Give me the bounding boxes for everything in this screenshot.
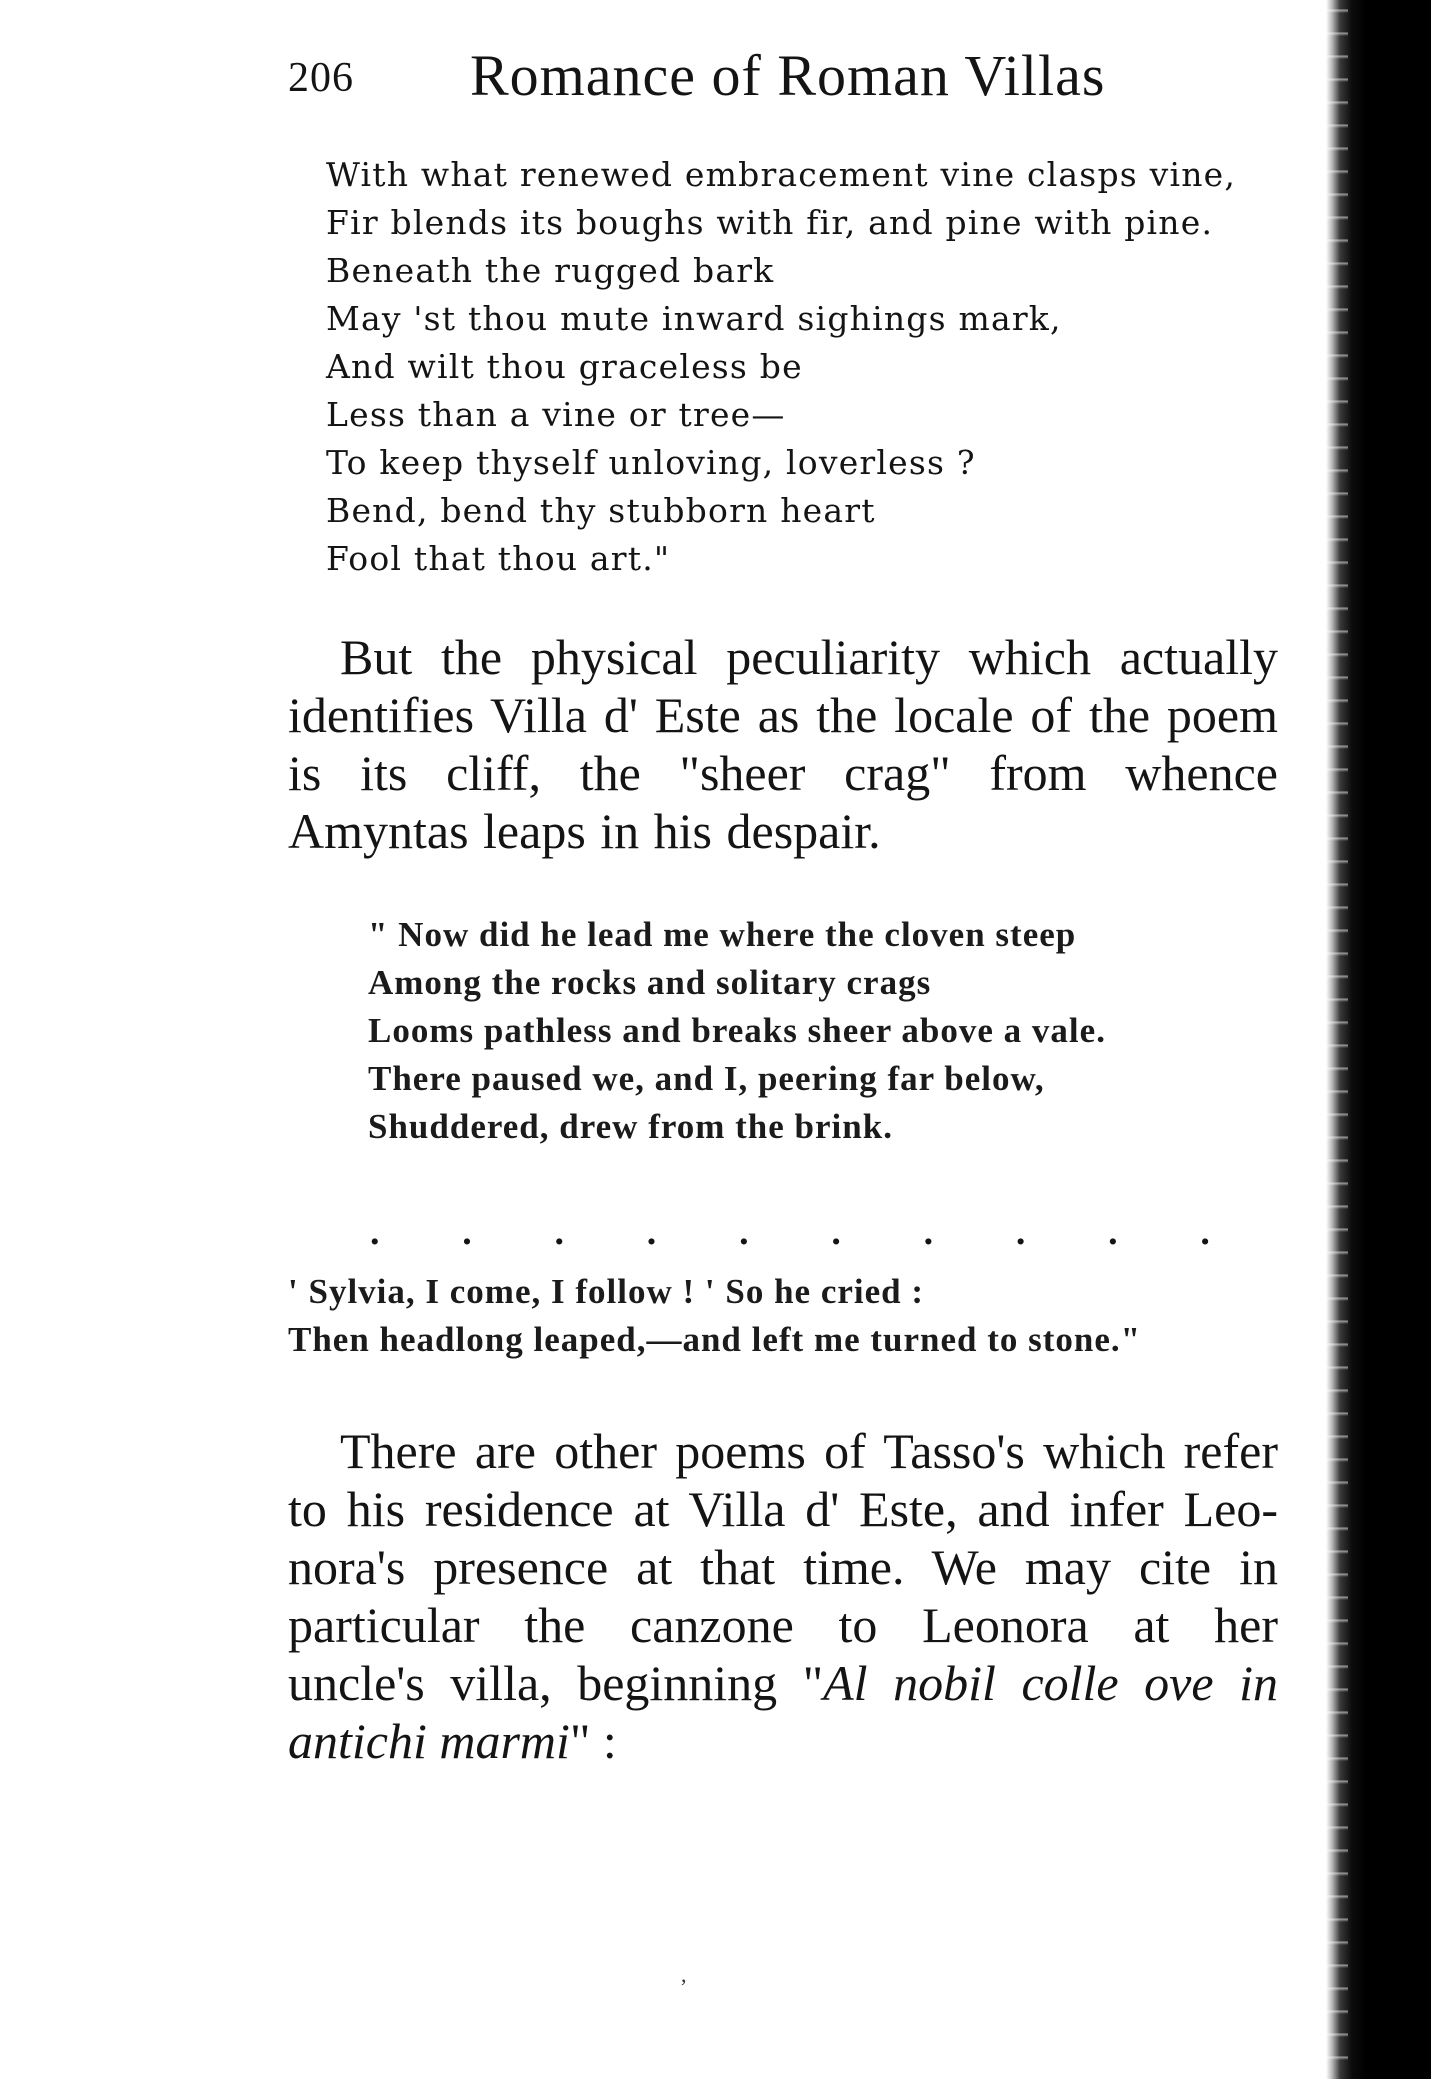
page-header: [288, 42, 1288, 122]
paragraph-cliff: [288, 628, 1278, 860]
italic-title: antichi marmi: [288, 1713, 570, 1769]
ellipsis-dot: .: [646, 1211, 657, 1253]
verse-line: May 'st thou mute inward sighings mark,: [326, 299, 1062, 338]
verse-line: To keep thyself unloving, loverless ?: [326, 443, 976, 482]
page-number: 206: [288, 55, 354, 101]
verse-line: Fool that thou art.": [326, 539, 671, 578]
paragraph-other-poems: [288, 1422, 1278, 1770]
ellipsis-dot: .: [554, 1211, 565, 1253]
verse-line: ' Sylvia, I come, I follow ! ' So he cried :: [288, 1272, 925, 1311]
paragraph-line: particular the canzone to Leonora at her: [288, 1597, 1278, 1653]
paragraph-line: Amyntas leaps in his despair.: [288, 803, 881, 859]
poem-excerpt-3: [288, 1268, 1141, 1364]
poem-excerpt-1: [326, 151, 1236, 583]
ellipsis-dot: .: [923, 1211, 934, 1253]
verse-line: Bend, bend thy stubborn heart: [326, 491, 876, 530]
ellipsis-dot: .: [1108, 1211, 1118, 1253]
verse-line: With what renewed embracement vine clasps vine,: [326, 155, 1237, 194]
ellipsis-dot: .: [462, 1211, 472, 1253]
paragraph-line: identifies Villa d' Este as the locale of the poem: [288, 687, 1278, 743]
paragraph-line: [288, 1654, 1278, 1712]
running-title: Romance of Roman Villas: [470, 43, 1106, 108]
verse-line: Shuddered, drew from the brink.: [368, 1107, 893, 1146]
paragraph-text: " :: [569, 1713, 617, 1769]
verse-line: Fir blends its boughs with fir, and pine with pine.: [326, 203, 1214, 242]
verse-line: Less than a vine or tree—: [326, 395, 786, 434]
paragraph-line: There are other poems of Tasso's which refer: [340, 1423, 1278, 1479]
ellipsis-dot: .: [739, 1211, 749, 1253]
paragraph-line: [288, 1712, 1278, 1770]
binding-edge: [1326, 0, 1431, 2079]
ellipsis-dot: .: [1200, 1211, 1210, 1253]
verse-line: " Now did he lead me where the cloven steep: [368, 915, 1077, 954]
italic-title: Al nobil colle ove in: [823, 1655, 1278, 1711]
poem-excerpt-2: [368, 911, 1106, 1151]
verse-line: Among the rocks and solitary crags: [368, 963, 932, 1002]
paragraph-line: is its cliff, the "sheer crag" from whence: [288, 745, 1278, 801]
paragraph-line: But the physical peculiarity which actually: [340, 629, 1278, 685]
paragraph-line: to his residence at Villa d' Este, and infer Leo-: [288, 1481, 1278, 1537]
ellipsis-dot: .: [831, 1211, 841, 1253]
verse-line: Then headlong leaped,—and left me turned to stone.": [288, 1320, 1142, 1359]
verse-line: There paused we, and I, peering far below,: [368, 1059, 1045, 1098]
verse-line: Looms pathless and breaks sheer above a vale.: [368, 1011, 1106, 1050]
paragraph-text: uncle's villa, beginning ": [288, 1655, 824, 1711]
ellipsis-row: [370, 1210, 1210, 1253]
print-mark: ,: [681, 1962, 687, 1987]
ellipsis-dot: .: [1015, 1211, 1026, 1253]
paragraph-line: nora's presence at that time. We may cite in: [288, 1539, 1278, 1595]
ellipsis-dot: .: [370, 1211, 380, 1253]
verse-line: Beneath the rugged bark: [326, 251, 775, 290]
verse-line: And wilt thou graceless be: [326, 347, 803, 386]
